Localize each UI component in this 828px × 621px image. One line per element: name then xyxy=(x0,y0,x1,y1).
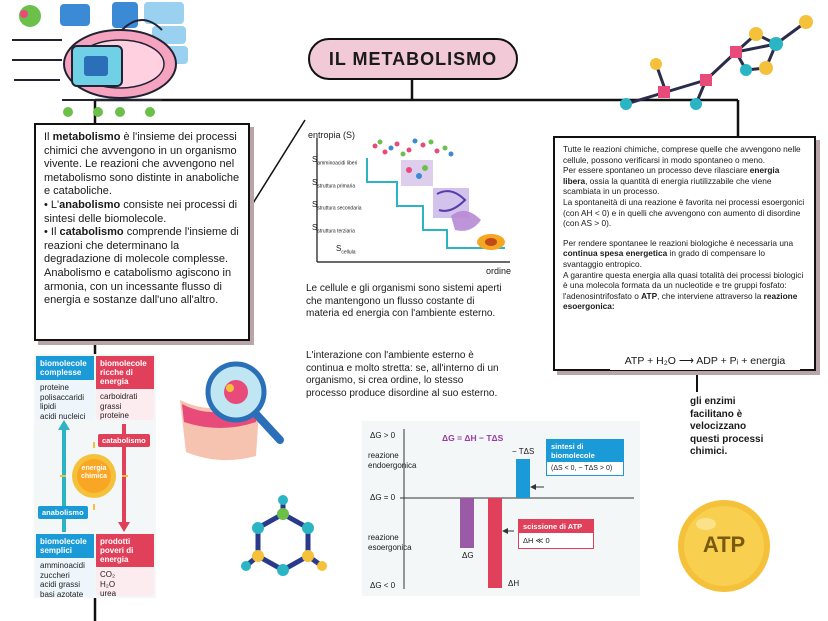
endoergonic-label: reazione endoergonica xyxy=(368,451,417,470)
metabolism-definition-box xyxy=(34,123,250,341)
catabolism-bullet: • Il catabolismo comprende l'insieme di reazioni che determinano la degradazione di molecole complesse. xyxy=(44,226,239,266)
atp-text: A garantire questa energia alla quasi totalità dei processi biologici è una molecola formata da un nucleotide e tre gruppi fosfato: l'adenosintrifosfato o ATP, che interviene attraverso la reazione esoergonica: xyxy=(563,269,804,312)
energy-expense-text: Per rendere spontanee le reazioni biologiche è necessaria una continua spesa energetica in grado di compensare lo svantaggio entropico. xyxy=(563,237,794,269)
esoergonic-label: reazione esoergonica xyxy=(368,533,412,552)
simple-biomolecules-box: biomolecole semplici amminoacidi zuccheri acidi grassi basi azotate xyxy=(36,534,94,596)
biomolecule-synthesis-box: sintesi di biomolecole (ΔS < 0, − TΔS > 0) xyxy=(546,439,624,476)
entropy-step-label: $S_{cellula}$ xyxy=(336,244,356,256)
minus-tds-label: − TΔS xyxy=(512,447,535,456)
atp-label: ATP xyxy=(702,532,746,557)
catabolism-tag: catabolismo xyxy=(98,434,150,447)
metabolism-intro: Il metabolismo è l'insieme dei processi chimici che avvengono in un organismo vivente. Le reazioni che avvengono nel metabolismo sono distinte in anaboliche e cataboliche. xyxy=(44,131,240,198)
energy-rich-biomolecules-box: biomolecole ricche di energia carboidrati grassi proteine xyxy=(96,356,154,420)
cell-metabolism-illustration xyxy=(2,0,192,118)
page-title: IL METABOLISMO xyxy=(308,38,518,80)
entropy-step-label: $S_{struttura primaria}$ xyxy=(312,178,356,190)
anabolism-tag: anabolismo xyxy=(38,506,88,519)
atp-splitting-box: scissione di ATP ΔH ≪ 0 xyxy=(518,519,594,549)
atp-equation: ATP + H₂O ⟶ ADP + Pᵢ + energia xyxy=(610,352,800,370)
entropy-x-label: ordine xyxy=(486,266,512,276)
digestion-magnifier-illustration xyxy=(176,356,286,466)
dg-bar-label: ΔG xyxy=(462,551,474,560)
entropy-step-label: $S_{struttura secondaria}$ xyxy=(312,200,362,212)
molecule-chain-illustration xyxy=(586,4,826,114)
entropy-step-label: $S_{amminoacidi liberi}$ xyxy=(312,155,358,167)
open-systems-text: Le cellule e gli organismi sono sistemi aperti che mantengono un flusso costante di materia ed energia con l'ambiente esterno. xyxy=(306,283,502,320)
hexagon-molecule-illustration xyxy=(238,496,328,588)
entropy-step-label: $S_{struttura terziaria}$ xyxy=(312,223,355,235)
dh-bar-label: ΔH xyxy=(508,579,520,588)
spontaneity-text: Tutte le reazioni chimiche, comprese quelle che avvengono nelle cellule, possono verificarsi in modo spontaneo o meno. xyxy=(563,144,801,165)
free-energy-box xyxy=(553,136,816,371)
dg-zero-label: ΔG = 0 xyxy=(370,493,396,502)
metabolism-flow-diagram xyxy=(34,354,156,598)
gibbs-formula: ΔG = ΔH − TΔS xyxy=(442,433,504,443)
dg-positive-label: ΔG > 0 xyxy=(370,431,396,440)
anabolism-bullet: • L'anabolismo consiste nei processi di sintesi delle biomolecole. xyxy=(44,198,238,225)
enzymes-note: gli enzimi facilitano è velocizzano questi processi chimici. xyxy=(690,396,764,457)
exoergonic-text: La spontaneità di una reazione è favorita nei processi esoergonici (con AH < 0) e in quelli che avvengono con aumento di disordine (con AS > 0). xyxy=(563,196,805,229)
harmony-text: Anabolismo e catabolismo agiscono in armonia, con un incessante flusso di energia e sostanze dall'uno all'altro. xyxy=(44,266,232,307)
free-energy-chart xyxy=(362,421,640,596)
entropy-y-label: entropia (S) xyxy=(308,130,356,140)
complex-biomolecules-box: biomolecole complesse proteine polisaccaridi lipidi acidi nucleici xyxy=(36,356,94,420)
energy-poor-products-box: prodotti poveri di energia CO₂ H₂O urea xyxy=(96,534,154,596)
free-energy-text: Per essere spontaneo un processo deve rilasciare energia libera, ossia la quantità di energia riutilizzabile che viene scambiata in un processo. xyxy=(563,165,780,197)
energy-label: energia chimica xyxy=(80,465,108,480)
dg-negative-label: ΔG < 0 xyxy=(370,581,396,590)
environment-interaction-text: L'interazione con l'ambiente esterno è continua e molto stretta: se, all'interno di un organismo, si crea ordine, lo stesso processo produce disordine al suo esterno. xyxy=(306,350,499,399)
